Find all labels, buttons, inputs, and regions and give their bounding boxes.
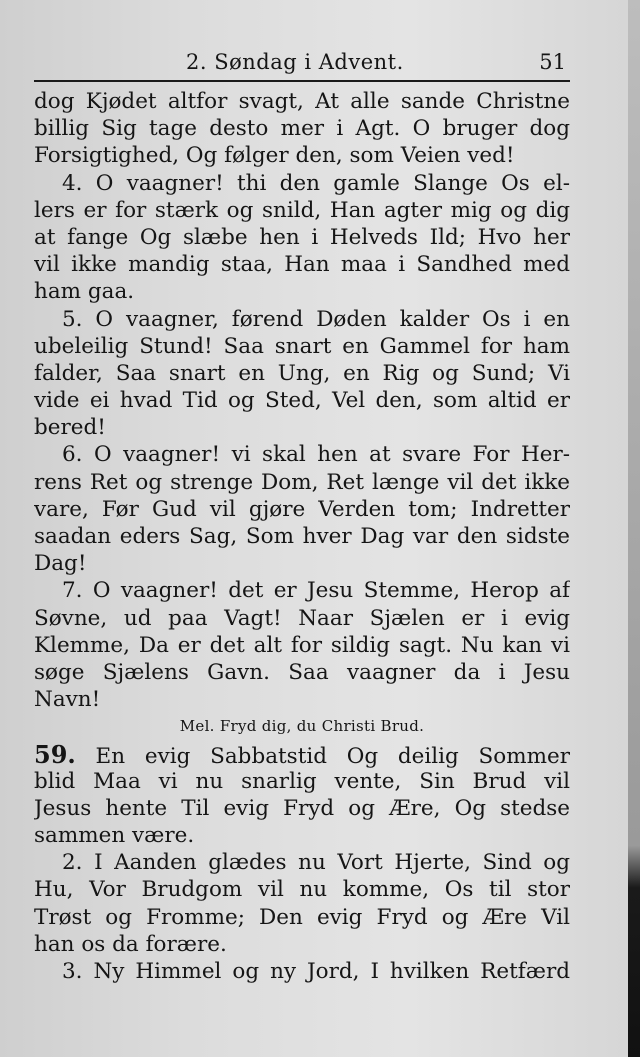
text-line [34,251,570,278]
text-line [34,115,570,142]
page-header [34,44,570,78]
line-text: billig Sig tage desto mer i Agt. O bruger dog [34,116,570,142]
line-text: Jesus hente Til evig Fryd og Ære, Og stedse [34,795,570,821]
header-rule [34,80,570,82]
line-text: Forsigtighed, Og følger den, som Veien ved! [34,143,515,169]
text-line [34,224,570,251]
line-text: Hu, Vor Brudgom vil nu komme, Os til stor [34,877,570,903]
text-line [34,523,570,550]
line-text: søge Sjælens Gavn. Saa vaagner da i Jesu [34,659,570,685]
line-text: 7. O vaagner! det er Jesu Stemme, Herop af [62,578,570,604]
line-text: vil ikke mandig staa, Han maa i Sandhed med [34,252,570,278]
line-text: ham gaa. [34,279,135,305]
line-text: 5. O vaagner, førend Døden kalder Os i en [62,306,570,332]
text-line [34,768,570,795]
text-line [34,849,570,876]
line-text: Dag! [34,551,87,577]
line-text: at fange Og slæbe hen i Helveds Ild; Hvo her [34,224,570,250]
hymn-text [34,88,570,985]
text-line [34,822,570,849]
text-line [34,360,570,387]
text-line [34,931,570,958]
text-line [34,496,570,523]
line-text: sammen være. [34,823,195,849]
text-line [34,605,570,632]
text-line [34,170,570,197]
line-text: vare, Før Gud vil gjøre Verden tom; Indretter [34,496,570,522]
page-number: 51 [539,50,566,74]
text-line [34,441,570,468]
text-line [34,197,570,224]
text-line [34,795,570,822]
hymn-number: 59. [34,740,76,768]
line-text: ubeleilig Stund! Saa snart en Gammel for ham [34,333,570,359]
text-line [34,904,570,931]
text-line [34,469,570,496]
line-text: vide ei hvad Tid og Sted, Vel den, som altid er [34,388,570,414]
line-text: Søvne, ud paa Vagt! Naar Sjælen er i evig [34,605,570,631]
line-text: saadan eders Sag, Som hver Dag var den sidste [34,524,570,549]
text-line [34,414,570,441]
text-line [34,278,570,305]
line-text: En evig Sabbatstid Og deilig Sommer [95,743,570,768]
text-line [34,958,570,985]
line-text: blid Maa vi nu snarlig vente, Sin Brud vil [34,768,570,794]
text-line [34,387,570,414]
melody-line [34,713,570,740]
line-text: 2. I Aanden glædes nu Vort Hjerte, Sind og [62,850,570,876]
text-line [34,142,570,169]
text-line [34,333,570,360]
line-text: falder, Saa snart en Ung, en Rig og Sund; Vi [34,360,570,386]
text-line [34,550,570,577]
text-line [34,686,570,713]
page-edge [628,0,640,1057]
text-line [34,632,570,659]
line-text: 6. O vaagner! vi skal hen at svare For Her- [62,442,570,468]
text-line [34,659,570,686]
line-text: Trøst og Fromme; Den evig Fryd og Ære Vil [34,904,570,930]
text-line [34,876,570,903]
text-line [34,577,570,604]
line-text: 3. Ny Himmel og ny Jord, I hvilken Retfærd [62,959,570,984]
line-text: rens Ret og strenge Dom, Ret længe vil det ikke [34,469,570,495]
line-text: 4. O vaagner! thi den gamle Slange Os el- [62,170,570,196]
text-line [34,88,570,115]
text-line [34,306,570,333]
text-line [34,741,570,768]
line-text: Mel. Fryd dig, du Christi Brud. [179,717,425,736]
line-text: bered! [34,415,106,441]
line-text: lers er for stærk og snild, Han agter mig og dig [34,197,570,223]
line-text: Navn! [34,687,101,713]
line-text: Klemme, Da er det alt for sildig sagt. Nu kan vi [34,632,570,658]
running-title: 2. Søndag i Advent. [186,50,404,74]
line-text: han os da forære. [34,931,227,957]
line-text: dog Kjødet altfor svagt, At alle sande Christne [34,89,570,114]
